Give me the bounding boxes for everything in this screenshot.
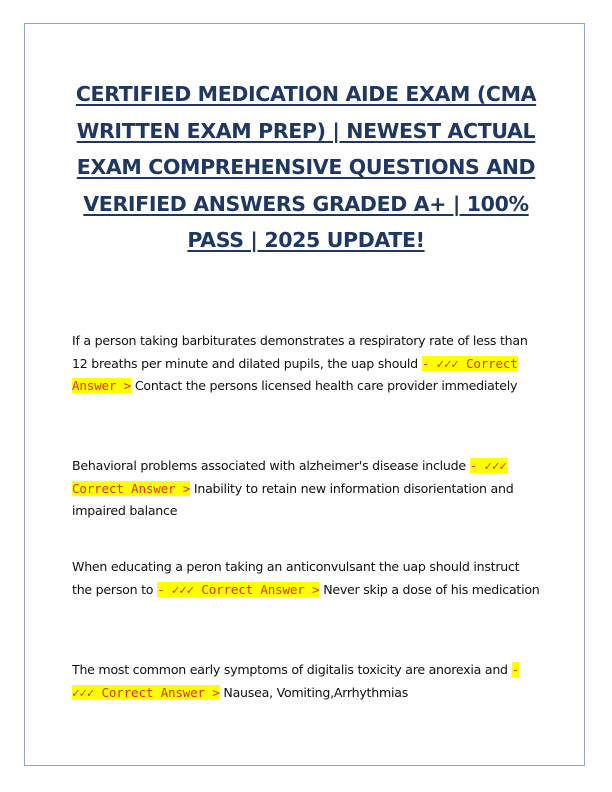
question-text: When educating a peron taking an anticonvulsant the uap should instruct the person to bbox=[72, 559, 520, 597]
answer-text: Contact the persons licensed health care provider immediately bbox=[134, 378, 518, 393]
question-text: Behavioral problems associated with alzheimer's disease include bbox=[72, 458, 466, 473]
correct-answer-marker: - ✓✓✓ Correct Answer > bbox=[72, 355, 518, 393]
correct-answer-marker: - ✓✓✓ Correct Answer > bbox=[72, 662, 519, 700]
document-title: CERTIFIED MEDICATION AIDE EXAM (CMA WRITTEN EXAM PREP) | NEWEST ACTUAL EXAM COMPREHENSIVE QUESTIONS AND VERIFIED ANSWERS GRADED A+ | 100% PASS | 2025 UPDATE! bbox=[75, 82, 537, 252]
answer-text: Never skip a dose of his medication bbox=[323, 581, 540, 597]
question-text: If a person taking barbiturates demonstrates a respiratory rate of less than 12 breaths per minute and dilated pupils, the uap should bbox=[72, 333, 528, 371]
qa-item-2 bbox=[72, 455, 542, 523]
qa-item-1 bbox=[72, 330, 542, 398]
qa-item-3 bbox=[72, 556, 542, 601]
answer-text: Nausea, Vomiting,Arrhythmias bbox=[223, 684, 409, 700]
question-text: The most common early symptoms of digitalis toxicity are anorexia and bbox=[72, 662, 508, 677]
correct-answer-marker: - ✓✓✓ Correct Answer > bbox=[157, 581, 320, 597]
qa-item-4 bbox=[72, 659, 542, 704]
answer-text: Inability to retain new information disorientation and impaired balance bbox=[72, 480, 514, 518]
correct-answer-marker: - ✓✓✓ Correct Answer > bbox=[72, 458, 507, 496]
